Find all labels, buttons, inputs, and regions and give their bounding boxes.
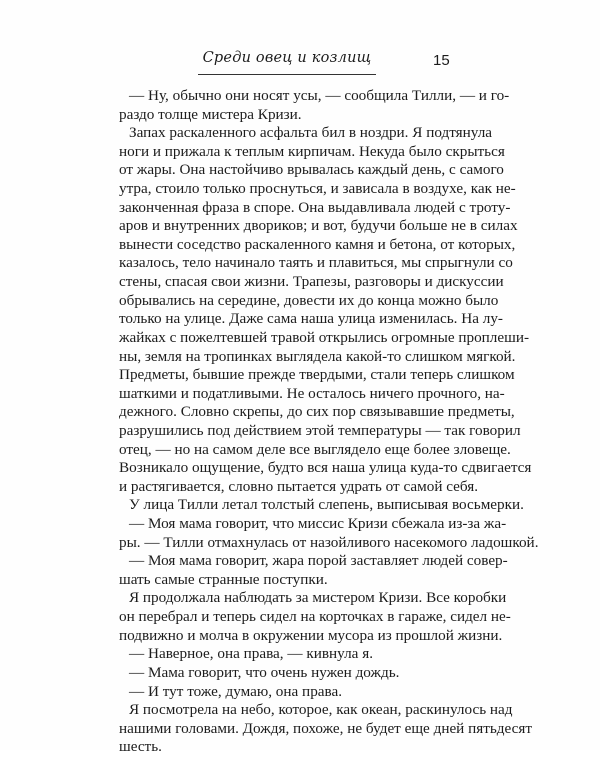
text-line: шаткими и податливыми. Не осталось ничего прочного, на-	[119, 384, 505, 402]
text-line: законченная фраза в споре. Она выдавливала людей с троту-	[119, 198, 511, 216]
text-line: раздо толще мистера Кризи.	[119, 105, 302, 123]
text-line: Я посмотрела на небо, которое, как океан, раскинулось над	[129, 701, 513, 719]
page-number: 15	[433, 52, 450, 69]
text-line: шать самые странные поступки.	[119, 570, 328, 588]
text-line: — Мама говорит, что очень нужен дождь.	[129, 663, 400, 681]
text-line: вынести соседство раскаленного камня и бетона, от которых,	[119, 235, 516, 253]
text-line: обрывались на середине, довести их до конца можно было	[119, 291, 499, 309]
text-line: нашими головами. Дождя, похоже, не будет еще дней пятьдесят	[119, 719, 532, 737]
text-line: он перебрал и теперь сидел на корточках в гараже, сидел не-	[119, 608, 511, 626]
text-line: Запах раскаленного асфальта бил в ноздри. Я подтянула	[129, 124, 493, 142]
text-line: У лица Тилли летал толстый слепень, выписывая восьмерки.	[129, 496, 524, 514]
text-line: — Ну, обычно они носят усы, — сообщила Тилли, — и го-	[129, 87, 510, 104]
text-line: Возникало ощущение, будто вся наша улица куда-то сдвигается	[119, 459, 532, 477]
text-line: только на улице. Даже сама наша улица изменилась. На лу-	[119, 310, 503, 328]
text-line: ры. — Тилли отмахнулась от назойливого насекомого ладошкой.	[119, 533, 539, 551]
text-line: — Моя мама говорит, что миссис Кризи сбежала из-за жа-	[129, 515, 507, 533]
text-line: — И тут тоже, думаю, она права.	[129, 682, 343, 700]
text-line: казалось, тело начинало таять и плавиться, мы спрыгнули со	[119, 254, 513, 272]
text-line: дежного. Словно скрепы, до сих пор связывавшие предметы,	[119, 403, 515, 421]
text-line: подвижно и молча в окружении мусора из прошлой жизни.	[119, 626, 503, 644]
text-line: от жары. Она настойчиво врывалась каждый день, с самого	[119, 161, 504, 179]
text-line: ны, земля на тропинках выглядела какой-то слишком мягкой.	[119, 347, 516, 365]
running-head: Среди овец и козлищ	[198, 50, 376, 75]
text-line: Предметы, бывшие прежде твердыми, стали теперь слишком	[119, 366, 515, 384]
text-line: аров и внутренних двориков; и вот, будучи больше не в силах	[119, 217, 518, 235]
text-line: стены, спасая свои жизни. Трапезы, разговоры и дискуссии	[119, 273, 504, 291]
text-line: ноги и прижала к теплым кирпичам. Некуда было скрыться	[119, 142, 505, 160]
text-line: Я продолжала наблюдать за мистером Кризи. Все коробки	[129, 589, 507, 607]
text-line: — Моя мама говорит, жара порой заставляет людей совер-	[129, 552, 508, 570]
text-line: утра, стоило только проснуться, и зависала в воздухе, как не-	[119, 180, 516, 198]
text-line: и растягивается, словно пытается удрать от самой себя.	[119, 477, 479, 495]
body-text	[119, 87, 539, 757]
text-line: шесть.	[119, 738, 162, 756]
text-line: разрушились под действием этой температуры — так говорил	[119, 421, 521, 439]
text-line: — Наверное, она права, — кивнула я.	[129, 645, 373, 663]
text-line: жайках с пожелтевшей травой открылись огромные проплеши-	[119, 328, 530, 346]
text-line: отец, — но на самом деле все выглядело еще более зловеще.	[119, 440, 511, 458]
